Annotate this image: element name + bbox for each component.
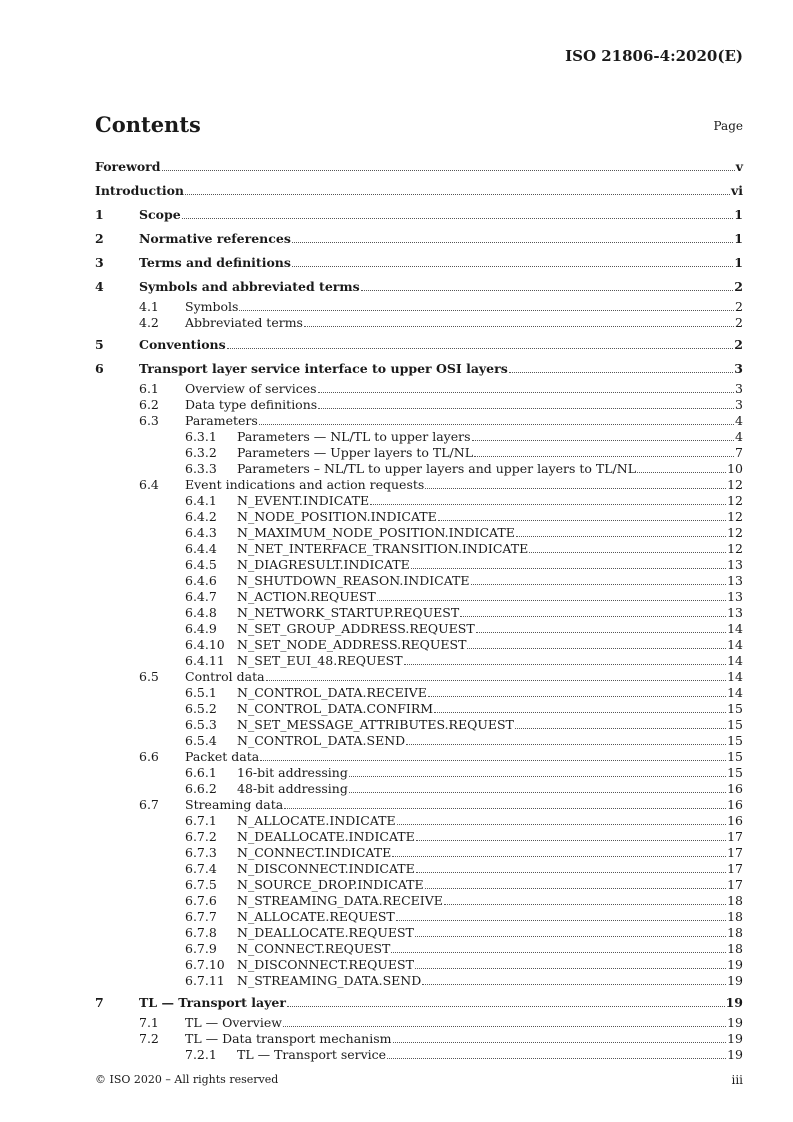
toc-entry[interactable] (95, 909, 743, 925)
toc-entry-page: 14 (727, 621, 743, 636)
toc-entry-title: N_STREAMING_DATA.SEND (237, 973, 422, 988)
toc-entry-title: N_NETWORK_STARTUP.REQUEST (237, 605, 460, 620)
dot-leader (287, 1006, 725, 1007)
dot-leader (415, 936, 726, 937)
toc-entry-page: 2 (734, 337, 743, 352)
toc-entry[interactable] (95, 461, 743, 477)
toc-entry[interactable] (95, 429, 743, 445)
toc-entry-number: 7 (95, 995, 104, 1010)
toc-entry-page: 15 (727, 717, 743, 732)
toc-entry[interactable] (95, 653, 743, 669)
toc-entry-title: N_SET_MESSAGE_ATTRIBUTES.REQUEST (237, 717, 514, 732)
dot-leader (438, 520, 726, 521)
toc-entry-title: N_SOURCE_DROP.INDICATE (237, 877, 424, 892)
toc-entry[interactable] (95, 179, 743, 203)
toc-entry-number: 6.5.4 (185, 733, 217, 748)
dot-leader (259, 424, 734, 425)
dot-leader (318, 408, 734, 409)
toc-entry-number: 6.4.4 (185, 541, 217, 556)
dot-leader (349, 792, 726, 793)
dot-leader (318, 392, 734, 393)
dot-leader (391, 952, 726, 953)
toc-entry-number: 6 (95, 361, 104, 376)
toc-entry-page: 13 (727, 573, 743, 588)
toc-entry-title: N_MAXIMUM_NODE_POSITION.INDICATE (237, 525, 515, 540)
toc-entry-number: 6.6 (139, 749, 159, 764)
toc-entry-title: Foreword (95, 159, 161, 174)
dot-leader (467, 648, 726, 649)
toc-entry-page: 3 (735, 381, 743, 396)
toc-entry-page: 1 (734, 207, 743, 222)
toc-entry-number: 6.5 (139, 669, 159, 684)
dot-leader (162, 170, 735, 171)
toc-entry-page: 13 (727, 557, 743, 572)
toc-entry[interactable] (95, 717, 743, 733)
toc-entry-title: N_NET_INTERFACE_TRANSITION.INDICATE (237, 541, 529, 556)
toc-entry[interactable] (95, 413, 743, 429)
toc-entry-page: 16 (727, 797, 743, 812)
dot-leader (476, 632, 726, 633)
toc-entry[interactable] (95, 203, 743, 227)
toc-entry-title: Streaming data (185, 797, 284, 812)
dot-leader (425, 488, 726, 489)
toc-entry[interactable] (95, 357, 743, 381)
toc-entry-title: Parameters (185, 413, 258, 428)
toc-entry-number: 6.4.6 (185, 573, 217, 588)
toc-entry-page: 18 (727, 893, 743, 908)
toc-entry[interactable] (95, 957, 743, 973)
toc-entry[interactable] (95, 637, 743, 653)
toc-entry-title: N_DIAGRESULT.INDICATE (237, 557, 410, 572)
toc-entry[interactable] (95, 685, 743, 701)
toc-entry-page: 17 (727, 861, 743, 876)
toc-entry-page: 4 (735, 429, 743, 444)
dot-leader (239, 310, 734, 311)
toc-entry[interactable] (95, 733, 743, 749)
toc-entry-page: 10 (727, 461, 743, 476)
toc-entry-title: N_CONNECT.INDICATE (237, 845, 392, 860)
toc-entry-title: N_CONTROL_DATA.RECEIVE (237, 685, 427, 700)
dot-leader (428, 696, 726, 697)
toc-entry-page: 16 (727, 813, 743, 828)
toc-entry-number: 6.7.6 (185, 893, 217, 908)
toc-entry-title: N_SET_GROUP_ADDRESS.REQUEST (237, 621, 475, 636)
toc-entry-page: 13 (727, 589, 743, 604)
toc-entry[interactable] (95, 541, 743, 557)
dot-leader (283, 1026, 726, 1027)
document-code: ISO 21806-4:2020(E) (565, 47, 743, 65)
toc-entry-title: N_DISCONNECT.INDICATE (237, 861, 415, 876)
toc-entry-number: 6.1 (139, 381, 159, 396)
toc-entry-page: 12 (727, 541, 743, 556)
dot-leader (516, 536, 726, 537)
toc-entry[interactable] (95, 701, 743, 717)
toc-entry-number: 6.3.3 (185, 461, 217, 476)
dot-leader (404, 664, 727, 665)
dot-leader (304, 326, 734, 327)
toc-entry-title: N_SET_EUI_48.REQUEST (237, 653, 403, 668)
toc-entry-page: 17 (727, 829, 743, 844)
toc-entry-number: 4.2 (139, 315, 159, 330)
toc-entry-page: 14 (727, 669, 743, 684)
dot-leader (406, 744, 726, 745)
toc-entry[interactable] (95, 315, 743, 331)
dot-leader (434, 712, 726, 713)
toc-entry-title: Parameters – NL/TL to upper layers and upper layers to TL/NL (237, 461, 637, 476)
toc-entry-page: 2 (735, 299, 743, 314)
toc-entry[interactable] (95, 605, 743, 621)
toc-entry-title: Normative references (139, 231, 291, 246)
toc-entry-title: Symbols and abbreviated terms (139, 279, 360, 294)
footer-copyright: © ISO 2020 – All rights reserved (95, 1073, 279, 1086)
toc-entry-title: N_DEALLOCATE.INDICATE (237, 829, 415, 844)
toc-entry-number: 1 (95, 207, 104, 222)
toc-entry[interactable] (95, 299, 743, 315)
toc-entry[interactable] (95, 589, 743, 605)
toc-entry-title: N_NODE_POSITION.INDICATE (237, 509, 437, 524)
toc-entry-page: 3 (734, 361, 743, 376)
dot-leader (471, 584, 727, 585)
toc-entry-title: N_SHUTDOWN_REASON.INDICATE (237, 573, 470, 588)
toc-entry-title: N_ALLOCATE.REQUEST (237, 909, 395, 924)
dot-leader (416, 840, 726, 841)
toc-entry-title: N_CONTROL_DATA.CONFIRM (237, 701, 434, 716)
toc-entry-number: 6.4.10 (185, 637, 225, 652)
page-column-label: Page (713, 119, 743, 133)
toc-entry[interactable] (95, 829, 743, 845)
toc-entry[interactable] (95, 941, 743, 957)
toc-entry-title: Symbols (185, 299, 239, 314)
toc-entry-number: 6.3.1 (185, 429, 217, 444)
toc-entry[interactable] (95, 509, 743, 525)
toc-entry-number: 6.3.2 (185, 445, 217, 460)
toc-entry-page: 14 (727, 653, 743, 668)
dot-leader (393, 1042, 727, 1043)
toc-entry-title: 48-bit addressing (237, 781, 348, 796)
toc-entry-number: 4.1 (139, 299, 159, 314)
toc-entry-number: 6.7.9 (185, 941, 217, 956)
toc-entry[interactable] (95, 893, 743, 909)
dot-leader (260, 760, 726, 761)
toc-entry[interactable] (95, 1015, 743, 1031)
dot-leader (377, 600, 726, 601)
dot-leader (397, 824, 726, 825)
toc-entry-title: 16-bit addressing (237, 765, 348, 780)
dot-leader (637, 472, 726, 473)
toc-entry[interactable] (95, 669, 743, 685)
toc-entry-page: 2 (735, 315, 743, 330)
toc-entry-page: 16 (727, 781, 743, 796)
toc-entry-page: 19 (727, 957, 743, 972)
toc-entry-title: N_CONTROL_DATA.SEND (237, 733, 406, 748)
dot-leader (227, 348, 734, 349)
toc-entry-number: 6.7.5 (185, 877, 217, 892)
toc-entry-page: 18 (727, 941, 743, 956)
dot-leader (396, 920, 726, 921)
toc-entry-page: v (735, 159, 743, 174)
dot-leader (529, 552, 726, 553)
toc-entry-title: N_EVENT.INDICATE (237, 493, 370, 508)
toc-entry-number: 6.4.2 (185, 509, 217, 524)
toc-entry-number: 3 (95, 255, 104, 270)
dot-leader (370, 504, 726, 505)
dot-leader (266, 680, 727, 681)
dot-leader (349, 776, 726, 777)
toc-entry-title: Data type definitions (185, 397, 318, 412)
toc-entry-number: 6.7.2 (185, 829, 217, 844)
toc-entry-title: TL — Transport service (237, 1047, 387, 1062)
dot-leader (425, 888, 726, 889)
toc-entry-title: N_DISCONNECT.REQUEST (237, 957, 414, 972)
toc-entry-number: 6.2 (139, 397, 159, 412)
toc-entry-number: 6.4.8 (185, 605, 217, 620)
toc-entry-title: Overview of services (185, 381, 317, 396)
toc-entry-title: N_STREAMING_DATA.RECEIVE (237, 893, 443, 908)
toc-entry-page: 15 (727, 733, 743, 748)
toc-entry-number: 6.4.11 (185, 653, 225, 668)
dot-leader (292, 242, 733, 243)
dot-leader (415, 968, 726, 969)
toc-entry-number: 6.4.1 (185, 493, 217, 508)
toc-entry-number: 6.4.3 (185, 525, 217, 540)
footer-page-number: iii (731, 1073, 743, 1087)
toc-entry-number: 6.7.7 (185, 909, 217, 924)
toc-entry-number: 6.7.11 (185, 973, 225, 988)
toc-entry[interactable] (95, 493, 743, 509)
dot-leader (392, 856, 726, 857)
toc-entry-number: 6.4.5 (185, 557, 217, 572)
toc-entry[interactable] (95, 275, 743, 299)
toc-entry-number: 6.7 (139, 797, 159, 812)
toc-entry-title: N_DEALLOCATE.REQUEST (237, 925, 414, 940)
toc-entry-page: 3 (735, 397, 743, 412)
toc-entry-title: Transport layer service interface to upper OSI layers (139, 361, 508, 376)
dot-leader (416, 872, 726, 873)
toc-entry-page: 1 (734, 231, 743, 246)
toc-entry-page: 14 (727, 637, 743, 652)
toc-entry[interactable] (95, 477, 743, 493)
toc-entry-page: 15 (727, 701, 743, 716)
toc-entry[interactable] (95, 573, 743, 589)
dot-leader (474, 456, 734, 457)
toc-entry-page: 7 (735, 445, 743, 460)
toc-entry[interactable] (95, 251, 743, 275)
toc-entry-number: 6.5.2 (185, 701, 217, 716)
toc-entry-number: 6.5.3 (185, 717, 217, 732)
toc-entry-page: 17 (727, 845, 743, 860)
toc-entry-page: 19 (727, 1015, 743, 1030)
toc-entry[interactable] (95, 797, 743, 813)
toc-entry[interactable] (95, 781, 743, 797)
table-of-contents (95, 155, 743, 1063)
toc-entry-number: 5 (95, 337, 104, 352)
toc-entry[interactable] (95, 877, 743, 893)
toc-entry-number: 7.2.1 (185, 1047, 217, 1062)
toc-entry-title: TL — Transport layer (139, 995, 286, 1010)
dot-leader (472, 440, 735, 441)
toc-entry[interactable] (95, 557, 743, 573)
toc-entry-page: 15 (727, 749, 743, 764)
toc-entry-title: Introduction (95, 183, 185, 198)
dot-leader (515, 728, 726, 729)
dot-leader (284, 808, 726, 809)
toc-entry-title: Scope (139, 207, 181, 222)
toc-entry[interactable] (95, 333, 743, 357)
toc-entry-number: 6.3 (139, 413, 159, 428)
toc-entry-page: 15 (727, 765, 743, 780)
toc-entry-title: N_CONNECT.REQUEST (237, 941, 391, 956)
toc-entry[interactable] (95, 1047, 743, 1063)
toc-entry-number: 6.7.10 (185, 957, 225, 972)
dot-leader (444, 904, 726, 905)
toc-entry-page: 14 (727, 685, 743, 700)
dot-leader (387, 1058, 726, 1059)
toc-entry[interactable] (95, 1031, 743, 1047)
toc-entry-page: 13 (727, 605, 743, 620)
toc-entry-page: vi (730, 183, 743, 198)
toc-entry-number: 6.4.9 (185, 621, 217, 636)
toc-entry[interactable] (95, 925, 743, 941)
toc-entry-page: 18 (727, 925, 743, 940)
toc-entry[interactable] (95, 765, 743, 781)
toc-entry-title: Control data (185, 669, 265, 684)
toc-entry-page: 4 (735, 413, 743, 428)
toc-entry-page: 17 (727, 877, 743, 892)
dot-leader (411, 568, 726, 569)
dot-leader (361, 290, 734, 291)
toc-entry-title: TL — Overview (185, 1015, 282, 1030)
toc-entry-page: 19 (727, 973, 743, 988)
toc-entry-page: 12 (727, 525, 743, 540)
toc-entry-number: 6.7.3 (185, 845, 217, 860)
dot-leader (292, 266, 733, 267)
toc-entry-title: Parameters — NL/TL to upper layers (237, 429, 471, 444)
toc-entry-number: 7.2 (139, 1031, 159, 1046)
toc-entry[interactable] (95, 445, 743, 461)
toc-entry-title: Event indications and action requests (185, 477, 425, 492)
toc-entry[interactable] (95, 973, 743, 989)
toc-entry[interactable] (95, 155, 743, 179)
toc-entry-page: 12 (727, 477, 743, 492)
toc-entry-number: 2 (95, 231, 104, 246)
dot-leader (182, 218, 734, 219)
toc-entry-title: Conventions (139, 337, 226, 352)
toc-entry-page: 19 (727, 1031, 743, 1046)
toc-entry[interactable] (95, 621, 743, 637)
toc-entry-number: 6.6.1 (185, 765, 217, 780)
toc-entry-number: 6.7.4 (185, 861, 217, 876)
toc-entry-title: N_SET_NODE_ADDRESS.REQUEST (237, 637, 467, 652)
toc-entry[interactable] (95, 749, 743, 765)
toc-entry-page: 1 (734, 255, 743, 270)
dot-leader (460, 616, 726, 617)
toc-entry[interactable] (95, 525, 743, 541)
toc-entry-number: 4 (95, 279, 104, 294)
toc-entry-page: 12 (727, 509, 743, 524)
toc-entry-title: Abbreviated terms (185, 315, 303, 330)
toc-entry[interactable] (95, 991, 743, 1015)
toc-entry-page: 2 (734, 279, 743, 294)
toc-entry-title: Packet data (185, 749, 260, 764)
dot-leader (509, 372, 734, 373)
toc-entry-number: 6.4.7 (185, 589, 217, 604)
toc-entry[interactable] (95, 861, 743, 877)
toc-entry-number: 6.5.1 (185, 685, 217, 700)
toc-entry[interactable] (95, 227, 743, 251)
contents-title: Contents (95, 112, 201, 137)
toc-entry-number: 6.4 (139, 477, 159, 492)
toc-entry-page: 12 (727, 493, 743, 508)
toc-entry-title: TL — Data transport mechanism (185, 1031, 392, 1046)
toc-entry-number: 6.6.2 (185, 781, 217, 796)
toc-entry-number: 6.7.8 (185, 925, 217, 940)
toc-entry-page: 19 (725, 995, 743, 1010)
toc-entry[interactable] (95, 813, 743, 829)
toc-entry-title: N_ALLOCATE.INDICATE (237, 813, 396, 828)
dot-leader (422, 984, 726, 985)
toc-entry-title: N_ACTION.REQUEST (237, 589, 376, 604)
toc-entry-page: 19 (727, 1047, 743, 1062)
dot-leader (185, 194, 730, 195)
toc-entry[interactable] (95, 845, 743, 861)
toc-entry-title: Parameters — Upper layers to TL/NL (237, 445, 474, 460)
toc-entry-title: Terms and definitions (139, 255, 291, 270)
toc-entry-number: 7.1 (139, 1015, 159, 1030)
toc-entry[interactable] (95, 397, 743, 413)
toc-entry-number: 6.7.1 (185, 813, 217, 828)
toc-entry[interactable] (95, 381, 743, 397)
toc-entry-page: 18 (727, 909, 743, 924)
